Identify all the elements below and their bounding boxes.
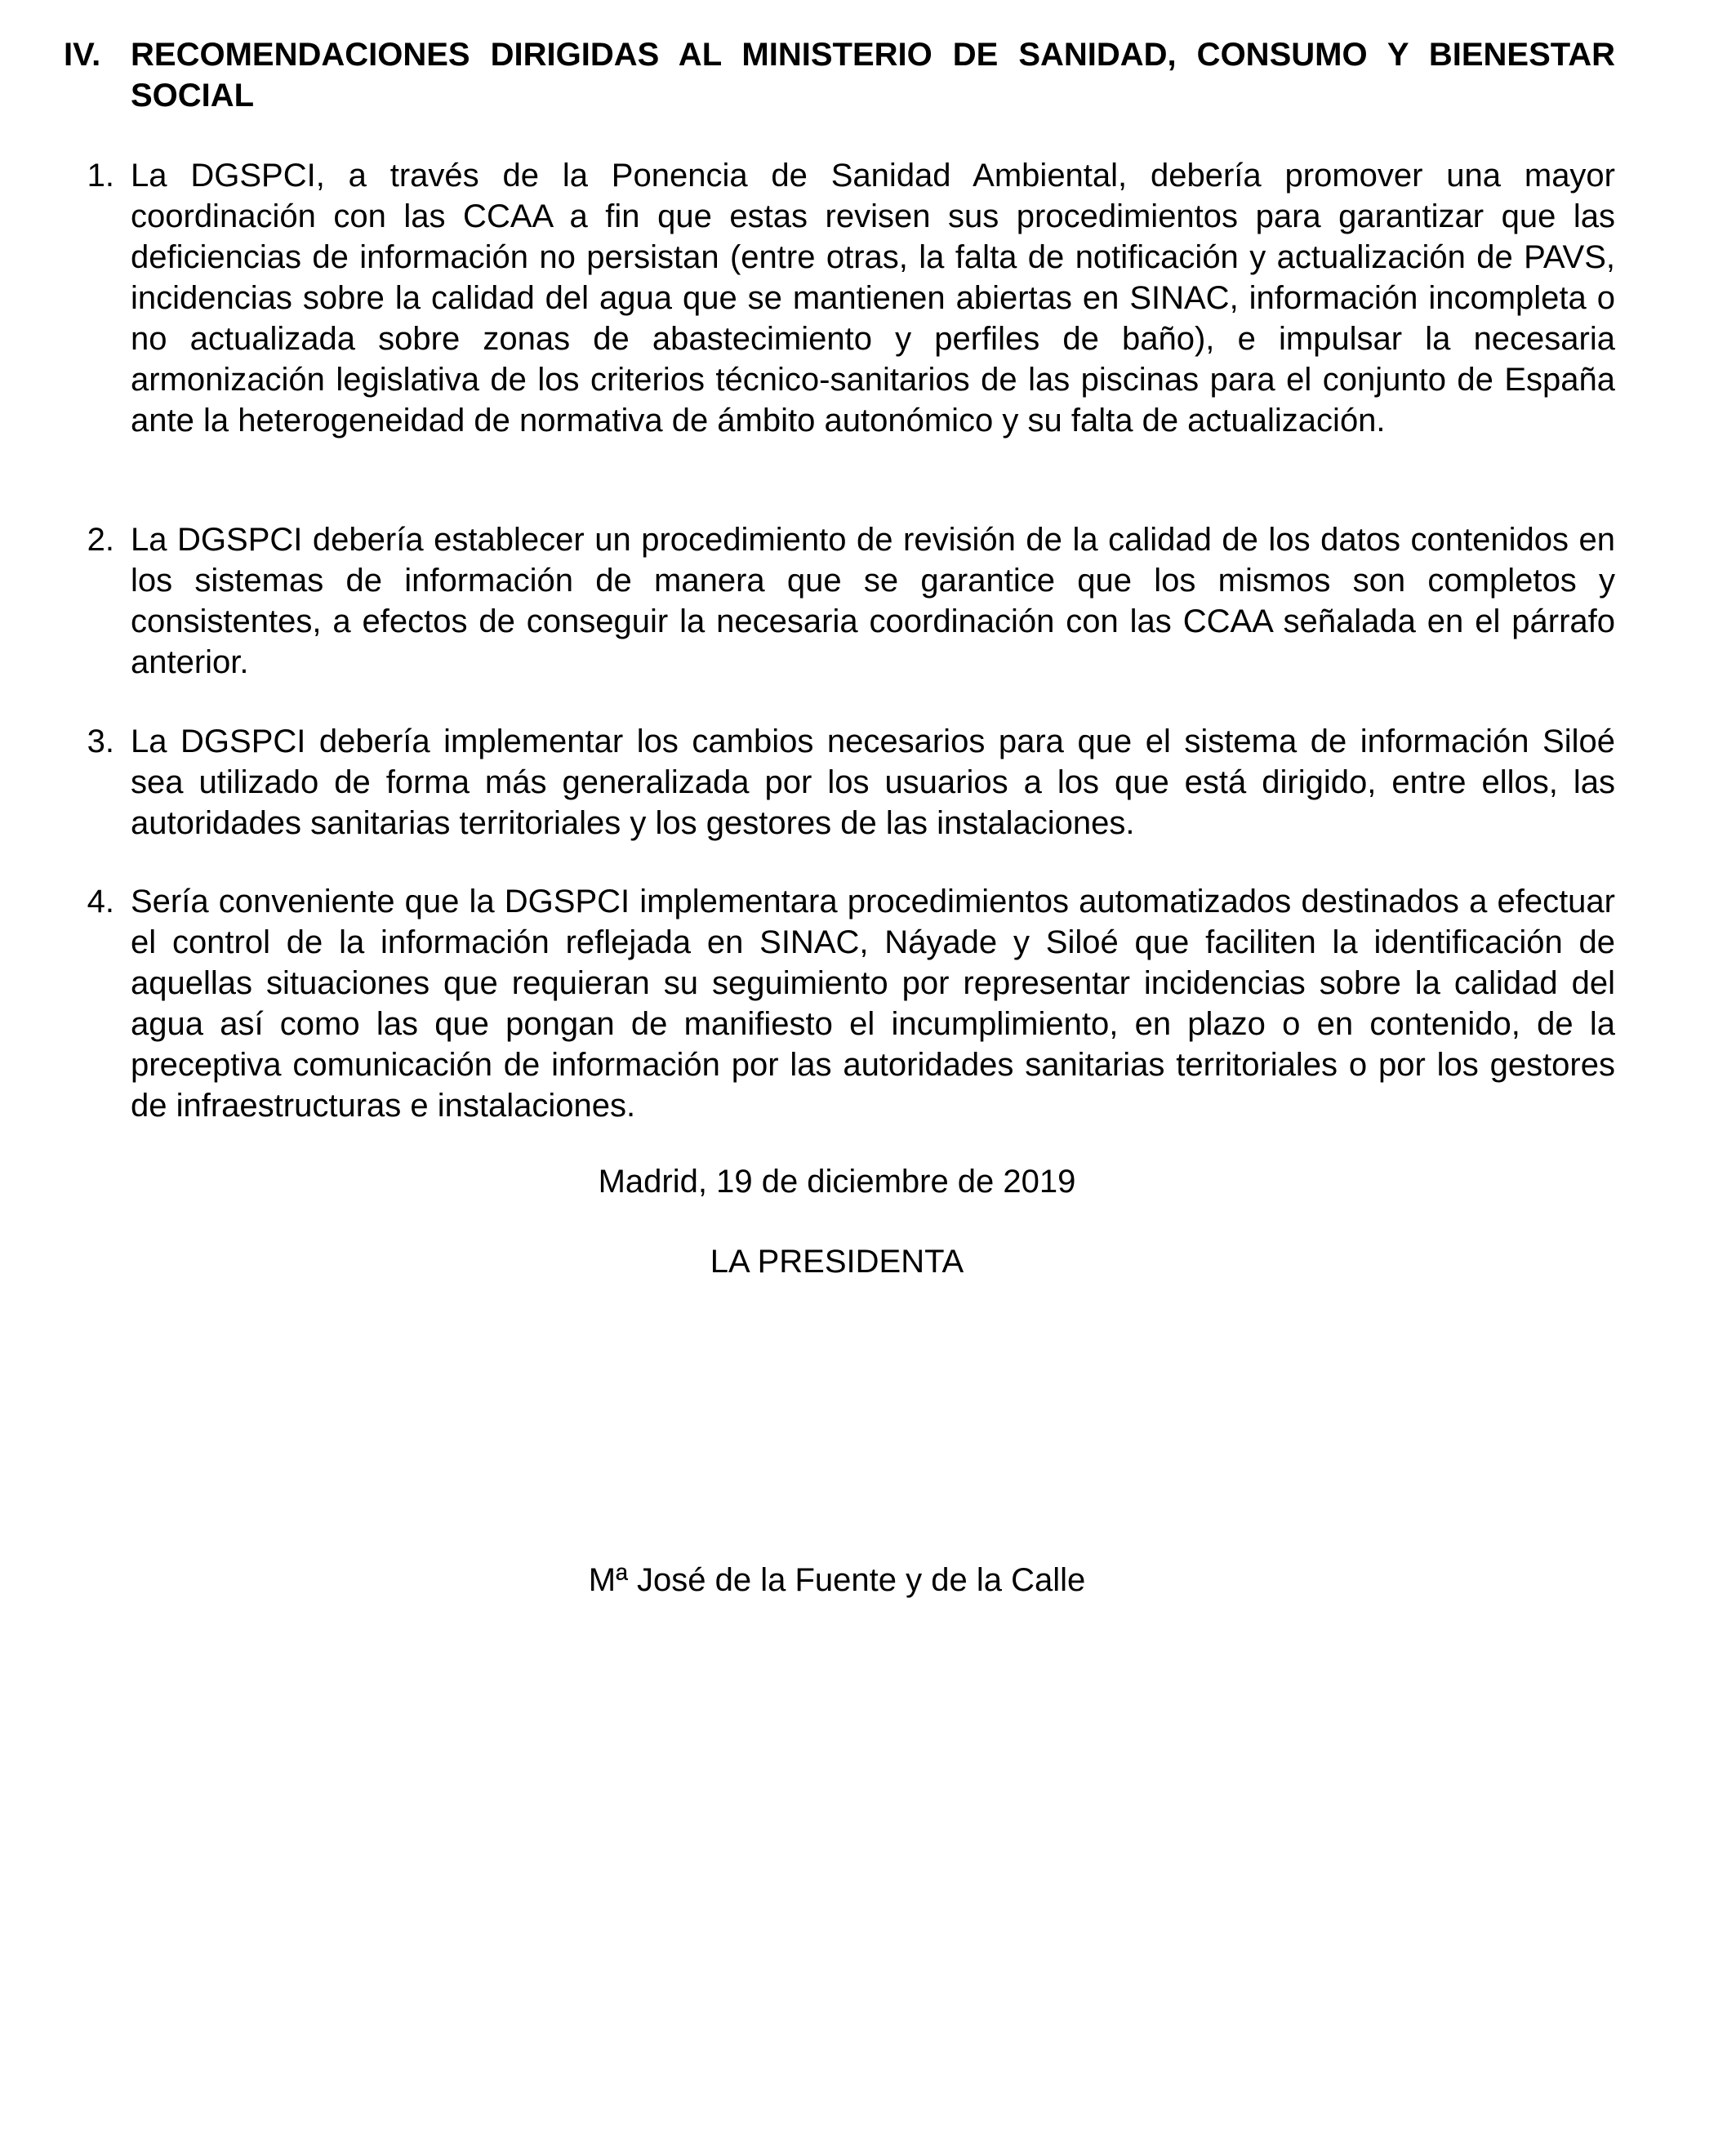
recommendation-text: Sería conveniente que la DGSPCI implementara procedimientos automatizados destinados a efectuar el control de la información reflejada en SINAC, Náyade y Siloé que faciliten la identificación de aquellas situaciones que requieran su seguimiento por representar incidencias sobre la calidad del agua así como las que pongan de manifiesto el incumplimiento, en plazo o en contenido, de la preceptiva comunicación de información por las autoridades sanitarias territoriales o por los gestores de infraestructuras e instalaciones. [131, 884, 1615, 1124]
section-title: RECOMENDACIONES DIRIGIDAS AL MINISTERIO DE SANIDAD, CONSUMO Y BIENESTAR SOCIAL [131, 37, 1615, 114]
recommendation-text: La DGSPCI, a través de la Ponencia de Sanidad Ambiental, debería promover una mayor coordinación con las CCAA a fin que estas revisen sus procedimientos para garantizar que las deficiencias de información no persistan (entre otras, la falta de notificación y actualización de PAVS, incidencias sobre la calidad del agua que se mantienen abiertas en SINAC, información incompleta o no actualizada sobre zonas de abastecimiento y perfiles de baño), e impulsar la necesaria armonización legislativa de los criterios técnico-sanitarios de las piscinas para el conjunto de España ante la heterogeneidad de normativa de ámbito autonómico y su falta de actualización. [131, 158, 1615, 439]
recommendation-item [64, 519, 1615, 683]
recommendation-number: 3. [87, 724, 114, 759]
recommendation-text: La DGSPCI debería establecer un procedimiento de revisión de la calidad de los datos contenidos en los sistemas de información de manera que se garantice que los mismos son completos y consistentes, a efectos de conseguir la necesaria coordinación con las CCAA señalada en el párrafo anterior. [131, 522, 1615, 680]
recommendation-number: 2. [87, 522, 114, 558]
recommendation-number: 4. [87, 884, 114, 919]
place-date: Madrid, 19 de diciembre de 2019 [598, 1164, 1076, 1200]
signatory-name: Mª José de la Fuente y de la Calle [588, 1562, 1086, 1598]
section-number: IV. [64, 37, 101, 73]
section-heading [64, 34, 1615, 116]
recommendation-item [64, 155, 1615, 441]
recommendation-item [64, 721, 1615, 844]
recommendation-number: 1. [87, 158, 114, 194]
recommendation-item [64, 881, 1615, 1126]
signatory-role: LA PRESIDENTA [710, 1244, 964, 1280]
recommendation-text: La DGSPCI debería implementar los cambios necesarios para que el sistema de información Siloé sea utilizado de forma más generalizada por los usuarios a los que está dirigido, entre ellos, las autoridades sanitarias territoriales y los gestores de las instalaciones. [131, 724, 1615, 841]
